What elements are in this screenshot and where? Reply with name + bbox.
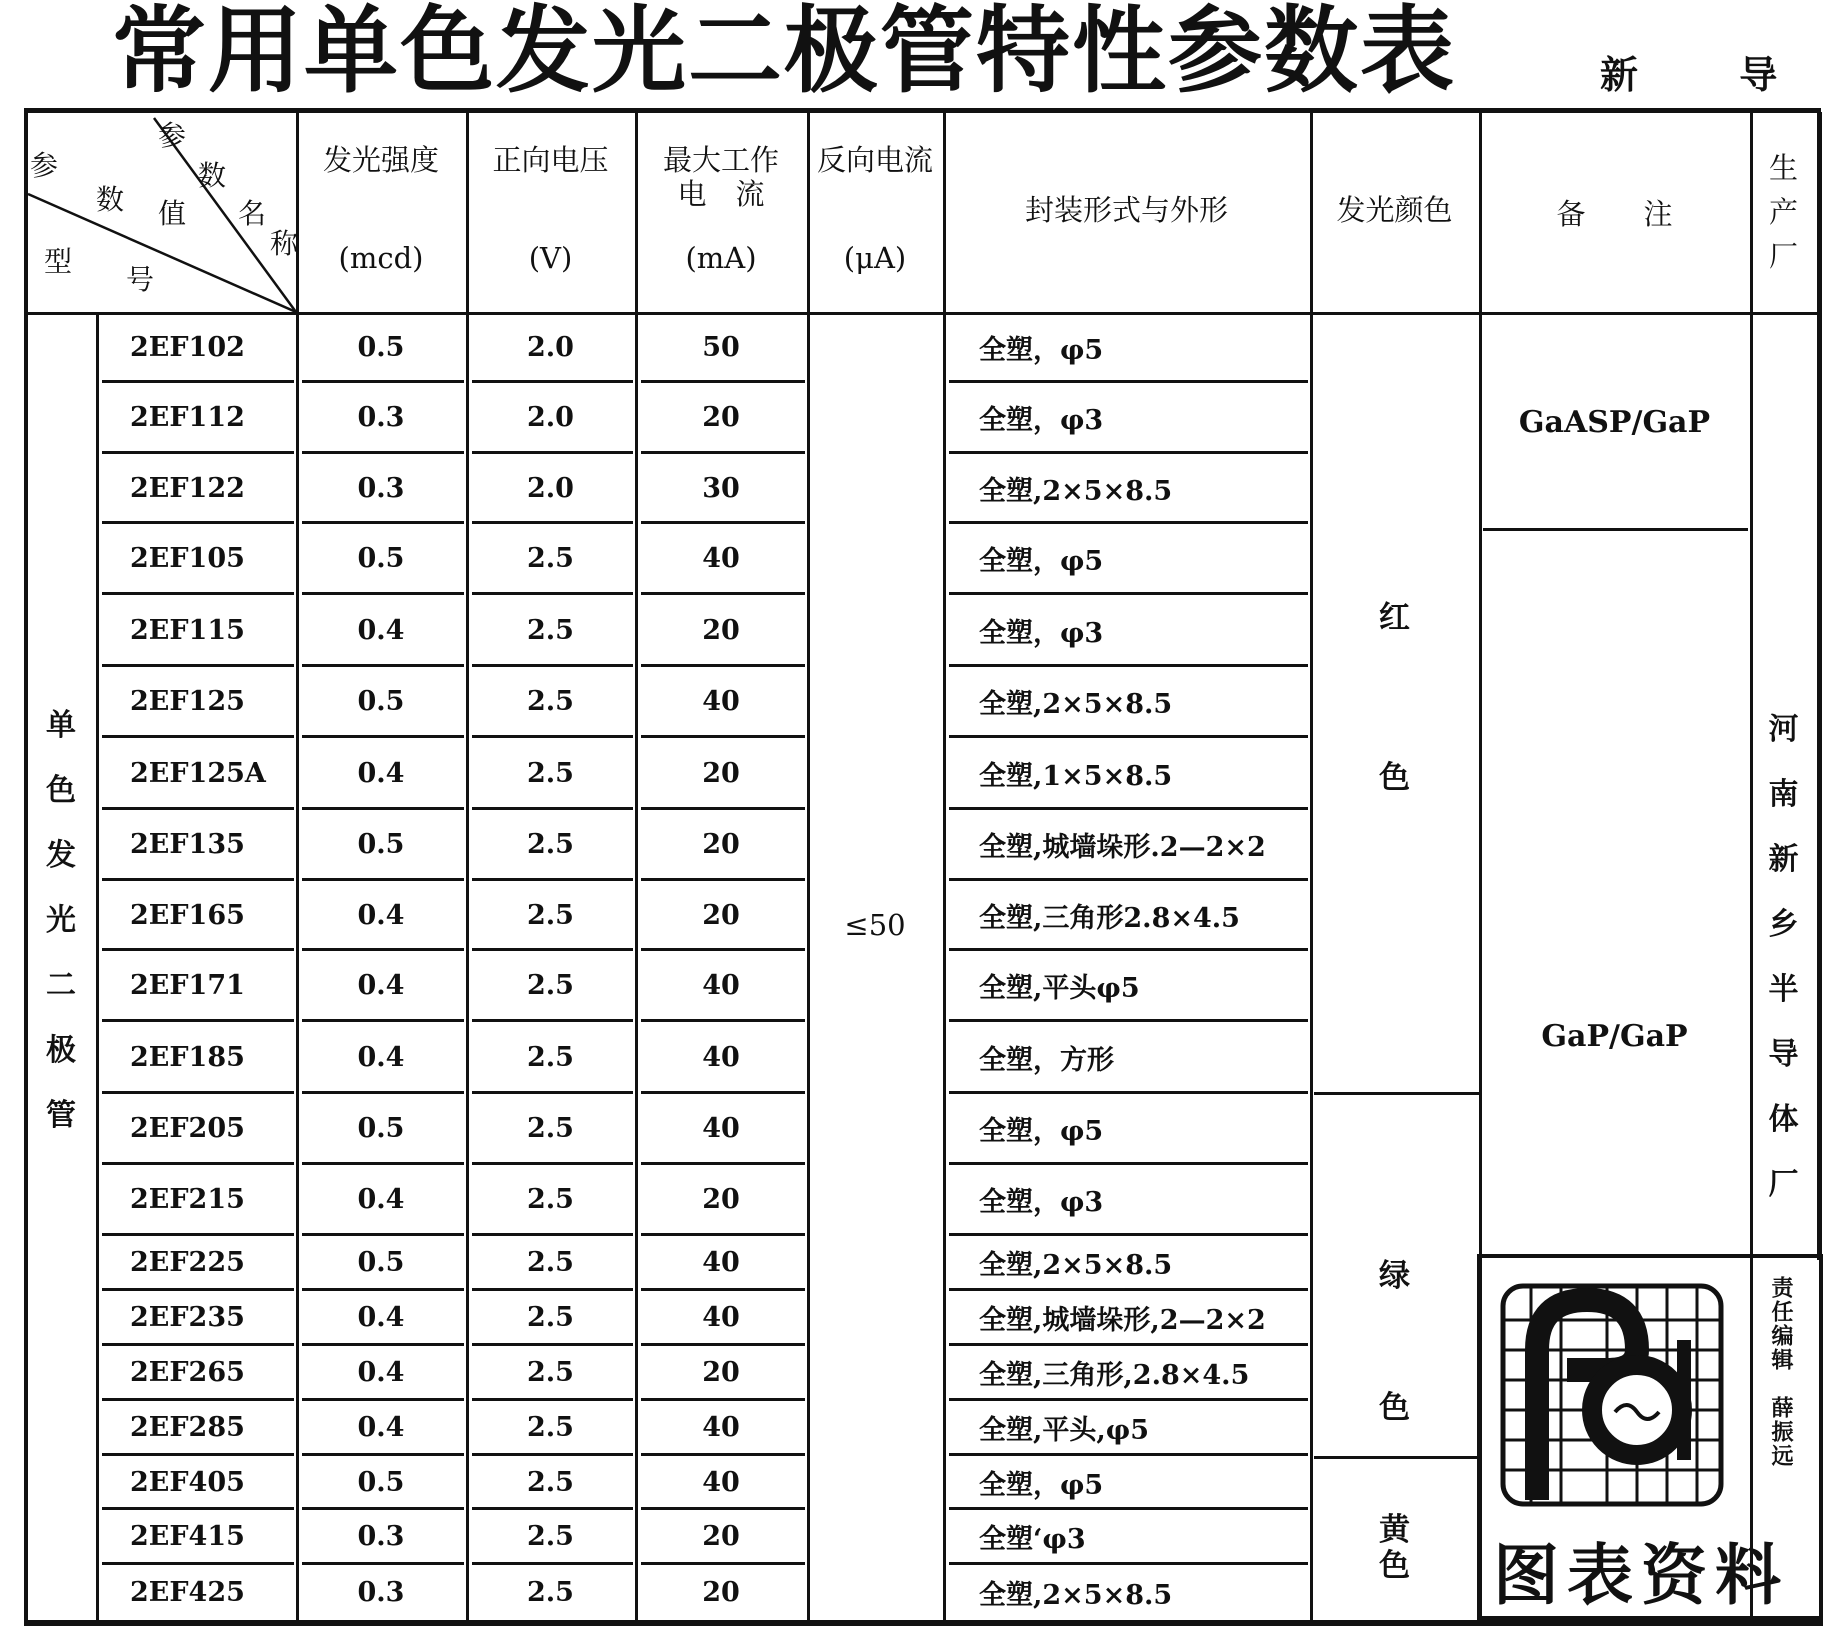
manufacturer-char: 河 bbox=[1768, 712, 1799, 747]
table-row-voltage: 2.5 bbox=[527, 1412, 574, 1443]
column-header-0: 发光强度 bbox=[322, 143, 439, 177]
table-row-voltage: 2.5 bbox=[527, 970, 574, 1001]
table-row-max-current: 30 bbox=[702, 472, 740, 504]
corner-label-parameter-name: 参 bbox=[158, 119, 187, 152]
table-row-voltage: 2.5 bbox=[527, 899, 574, 931]
table-row-intensity: 0.3 bbox=[357, 1576, 405, 1608]
color-divider bbox=[1314, 1092, 1479, 1095]
corner-label-parameter-name: 称 bbox=[270, 227, 299, 260]
group-label-char: 单 bbox=[46, 708, 76, 743]
group-label-char: 发 bbox=[46, 838, 76, 873]
table-row-intensity: 0.4 bbox=[357, 1041, 405, 1073]
editor-credit: 责任编辑 薛振远 bbox=[1768, 1276, 1794, 1468]
color-label-char: 绿 bbox=[1379, 1258, 1410, 1294]
table-row-max-current: 40 bbox=[702, 1041, 740, 1073]
table-row-model: 2EF425 bbox=[130, 1576, 245, 1608]
table-row-voltage: 2.0 bbox=[527, 472, 574, 504]
table-row-voltage: 2.5 bbox=[527, 686, 574, 717]
table-row-package: 全塑,2×5×8.5 bbox=[979, 689, 1173, 720]
table-row-intensity: 0.4 bbox=[357, 614, 405, 646]
column-header-manufacturer: 产 bbox=[1768, 195, 1798, 229]
table-row-voltage: 2.5 bbox=[527, 543, 574, 574]
table-row-model: 2EF225 bbox=[130, 1247, 245, 1278]
table-row-model: 2EF165 bbox=[130, 899, 245, 931]
column-header-3: 反向电流 bbox=[816, 143, 933, 177]
table-row-voltage: 2.5 bbox=[527, 1466, 574, 1498]
page-title: 常用单色发光二极管特性参数表 bbox=[112, 0, 1457, 106]
table-row-voltage: 2.5 bbox=[527, 1113, 574, 1144]
group-label-char: 光 bbox=[46, 903, 76, 938]
table-row-package: 全塑,三角形2.8×4.5 bbox=[979, 902, 1240, 934]
table-row-intensity: 0.4 bbox=[357, 970, 405, 1001]
table-row-model: 2EF415 bbox=[130, 1521, 245, 1552]
table-row-max-current: 20 bbox=[702, 1184, 740, 1215]
table-row-max-current: 40 bbox=[702, 1113, 740, 1144]
table-row-package: 全塑,1×5×8.5 bbox=[979, 760, 1173, 792]
group-label-char: 二 bbox=[46, 968, 76, 1003]
manufacturer-char: 乡 bbox=[1768, 907, 1799, 942]
table-row-package: 全塑,2×5×8.5 bbox=[979, 475, 1173, 507]
table-row-max-current: 20 bbox=[702, 402, 740, 433]
table-row-intensity: 0.5 bbox=[357, 829, 405, 860]
table-row-package: 全塑，方形 bbox=[979, 1044, 1114, 1076]
column-header-2: 最大工作 bbox=[662, 143, 779, 177]
table-row-model: 2EF125A bbox=[130, 757, 266, 789]
manufacturer-char: 半 bbox=[1768, 972, 1799, 1007]
table-row-package: 全塑,三角形,2.8×4.5 bbox=[979, 1360, 1250, 1391]
table-row-intensity: 0.5 bbox=[357, 331, 405, 363]
corner-label-parameter: 数 bbox=[96, 183, 125, 216]
group-label-char: 色 bbox=[46, 773, 76, 808]
note-gap-gap: GaP/GaP bbox=[1541, 1018, 1688, 1054]
group-label-char: 极 bbox=[46, 1033, 76, 1068]
table-row-intensity: 0.4 bbox=[357, 1184, 405, 1215]
table-row-package: 全塑,城墙垛形,2—2×2 bbox=[979, 1305, 1266, 1336]
table-row-model: 2EF171 bbox=[130, 970, 245, 1001]
table-right-border bbox=[1817, 112, 1822, 1260]
table-row-intensity: 0.5 bbox=[357, 1113, 405, 1144]
table-row-package: 全塑‘φ3 bbox=[979, 1524, 1086, 1555]
column-header-manufacturer: 厂 bbox=[1768, 239, 1798, 273]
table-row-model: 2EF122 bbox=[130, 472, 245, 504]
table-row-max-current: 40 bbox=[702, 970, 740, 1001]
table-row-intensity: 0.4 bbox=[357, 1412, 405, 1443]
table-row-package: 全塑,城墙垛形.2—2×2 bbox=[979, 832, 1266, 863]
table-row-max-current: 20 bbox=[702, 899, 740, 931]
group-label-char: 管 bbox=[46, 1098, 76, 1133]
table-row-model: 2EF135 bbox=[130, 829, 245, 860]
table-row-package: 全塑，φ5 bbox=[979, 546, 1104, 577]
table-row-intensity: 0.5 bbox=[357, 543, 405, 574]
table-row-package: 全塑,2×5×8.5 bbox=[979, 1579, 1173, 1611]
column-header-1: 正向电压 bbox=[492, 143, 609, 177]
color-label-char: 色 bbox=[1379, 760, 1410, 796]
table-row-package: 全塑，φ5 bbox=[979, 334, 1104, 366]
column-divider bbox=[807, 112, 810, 1620]
table-row-model: 2EF185 bbox=[130, 1041, 245, 1073]
table-row-intensity: 0.5 bbox=[357, 1247, 405, 1278]
table-row-voltage: 2.5 bbox=[527, 1247, 574, 1278]
table-row-max-current: 20 bbox=[702, 614, 740, 646]
table-row-intensity: 0.3 bbox=[357, 402, 405, 433]
table-left-border bbox=[24, 112, 28, 1620]
table-row-max-current: 40 bbox=[702, 686, 740, 717]
color-label-char: 红 bbox=[1379, 600, 1410, 636]
color-label-char: 色 bbox=[1379, 1548, 1410, 1584]
manufacturer-char: 南 bbox=[1768, 777, 1799, 812]
logo-caption: 图表资料 bbox=[1493, 1537, 1789, 1614]
table-row-voltage: 2.5 bbox=[527, 829, 574, 860]
column-header-unit-1: (V) bbox=[528, 241, 573, 275]
table-row-package: 全塑，φ5 bbox=[979, 1469, 1104, 1501]
table-row-voltage: 2.5 bbox=[527, 1357, 574, 1388]
chart-data-logo-icon bbox=[1497, 1280, 1727, 1510]
column-header-2-line2: 电 流 bbox=[677, 177, 765, 211]
corner-label-model: 型 bbox=[44, 245, 73, 278]
table-row-model: 2EF125 bbox=[130, 686, 245, 717]
table-row-voltage: 2.5 bbox=[527, 1041, 574, 1073]
table-row-max-current: 40 bbox=[702, 1247, 740, 1278]
table-row-package: 全塑，φ3 bbox=[979, 1187, 1104, 1218]
table-row-voltage: 2.5 bbox=[527, 1302, 574, 1333]
table-row-max-current: 40 bbox=[702, 1466, 740, 1498]
table-row-model: 2EF405 bbox=[130, 1466, 245, 1498]
table-row-model: 2EF115 bbox=[130, 614, 245, 646]
table-row-max-current: 20 bbox=[702, 1521, 740, 1552]
table-row-intensity: 0.3 bbox=[357, 1521, 405, 1552]
column-header-unit-3: (μA) bbox=[843, 241, 907, 275]
table-row-model: 2EF102 bbox=[130, 331, 245, 363]
corner-label-parameter-name: 名 bbox=[238, 197, 267, 230]
table-row-model: 2EF105 bbox=[130, 543, 245, 574]
table-row-model: 2EF215 bbox=[130, 1184, 245, 1215]
table-row-model: 2EF235 bbox=[130, 1302, 245, 1333]
table-row-max-current: 20 bbox=[702, 1357, 740, 1388]
manufacturer-char: 厂 bbox=[1768, 1167, 1799, 1202]
color-label-char: 黄 bbox=[1379, 1512, 1410, 1548]
table-row-package: 全塑，φ5 bbox=[979, 1116, 1104, 1147]
table-row-intensity: 0.4 bbox=[357, 1357, 405, 1388]
notes-divider bbox=[1483, 528, 1748, 531]
corner-label-parameter: 值 bbox=[158, 197, 187, 230]
table-row-max-current: 20 bbox=[702, 757, 740, 789]
table-row-voltage: 2.5 bbox=[527, 614, 574, 646]
table-row-max-current: 20 bbox=[702, 1576, 740, 1608]
corner-label-model: 号 bbox=[126, 263, 155, 296]
table-row-intensity: 0.5 bbox=[357, 1466, 405, 1498]
color-label-char: 色 bbox=[1379, 1390, 1410, 1426]
table-row-model: 2EF265 bbox=[130, 1357, 245, 1388]
table-row-voltage: 2.5 bbox=[527, 1184, 574, 1215]
table-row-intensity: 0.3 bbox=[357, 472, 405, 504]
table-bottom-border bbox=[24, 1620, 1823, 1626]
table-row-max-current: 50 bbox=[702, 331, 740, 363]
table-row-max-current: 40 bbox=[702, 1412, 740, 1443]
corner-label-parameter: 参 bbox=[30, 149, 59, 182]
color-divider bbox=[1314, 1456, 1479, 1459]
manufacturer-char: 导 bbox=[1768, 1037, 1799, 1072]
table-row-max-current: 40 bbox=[702, 1302, 740, 1333]
table-row-voltage: 2.5 bbox=[527, 1521, 574, 1552]
manufacturer-char: 新 bbox=[1768, 842, 1799, 877]
table-row-package: 全塑,2×5×8.5 bbox=[979, 1250, 1173, 1281]
table-row-model: 2EF112 bbox=[130, 402, 245, 433]
table-row-voltage: 2.0 bbox=[527, 331, 574, 363]
table-row-package: 全塑，φ3 bbox=[979, 405, 1104, 436]
table-row-voltage: 2.5 bbox=[527, 757, 574, 789]
table-row-package: 全塑，φ3 bbox=[979, 617, 1104, 649]
table-row-voltage: 2.0 bbox=[527, 402, 574, 433]
table-row-intensity: 0.4 bbox=[357, 1302, 405, 1333]
table-row-intensity: 0.4 bbox=[357, 899, 405, 931]
table-row-package: 全塑,平头φ5 bbox=[979, 973, 1140, 1004]
page-subtitle: 新 导 bbox=[1600, 52, 1822, 97]
column-header-package: 封装形式与外形 bbox=[1024, 193, 1228, 227]
table-row-voltage: 2.5 bbox=[527, 1576, 574, 1608]
table-row-intensity: 0.4 bbox=[357, 757, 405, 789]
column-header-unit-2: (mA) bbox=[685, 241, 757, 275]
table-row-model: 2EF285 bbox=[130, 1412, 245, 1443]
table-row-model: 2EF205 bbox=[130, 1113, 245, 1144]
table-row-intensity: 0.5 bbox=[357, 686, 405, 717]
table-row-max-current: 40 bbox=[702, 543, 740, 574]
column-header-unit-0: (mcd) bbox=[338, 241, 424, 275]
table-row-package: 全塑,平头,φ5 bbox=[979, 1415, 1150, 1446]
note-gaasp-gap: GaASP/GaP bbox=[1518, 404, 1711, 440]
column-header-notes: 备 注 bbox=[1556, 197, 1673, 231]
manufacturer-char: 体 bbox=[1768, 1102, 1799, 1137]
reverse-current-value: ≤50 bbox=[844, 908, 906, 942]
column-header-color: 发光颜色 bbox=[1336, 193, 1453, 227]
table-row-max-current: 20 bbox=[702, 829, 740, 860]
column-header-manufacturer: 生 bbox=[1768, 151, 1798, 185]
corner-label-parameter-name: 数 bbox=[198, 159, 227, 192]
